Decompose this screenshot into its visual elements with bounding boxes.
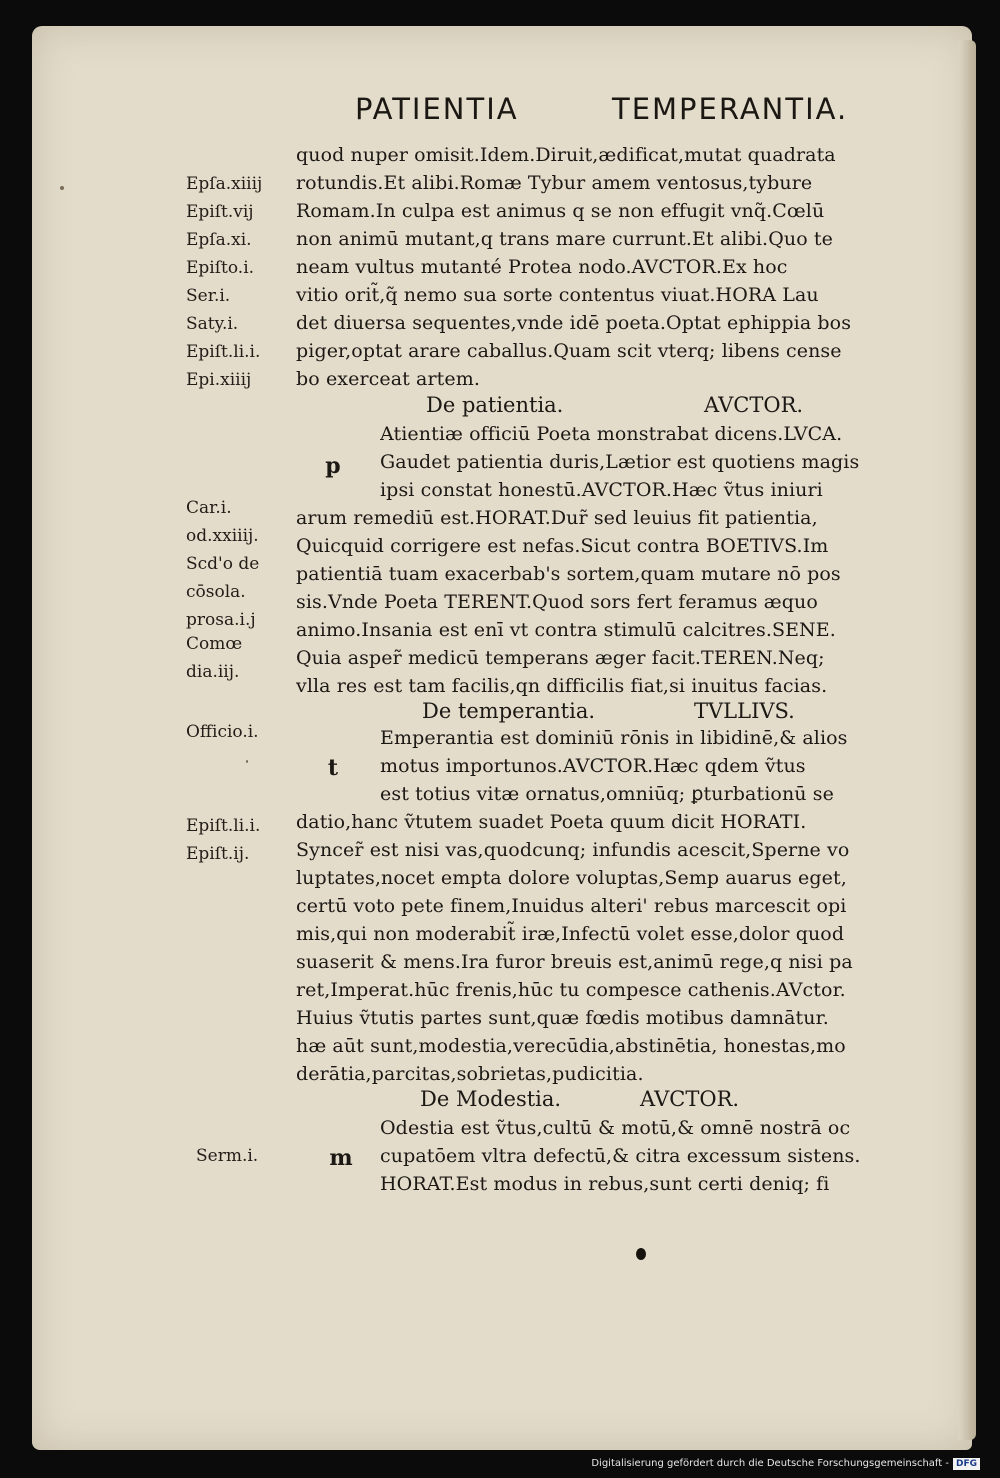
- text-line: motus importunos.AVCTOR.Hæc qdem ṽtus: [380, 755, 806, 777]
- text-line: Atientiæ officiū Poeta monstrabat dicens.LVCA.: [380, 423, 843, 445]
- text-line: Huius ṽtutis partes sunt,quæ fœdis motibus damnātur.: [296, 1007, 829, 1029]
- running-header: [0, 92, 1000, 136]
- text-line: Quia asper̃ medicū temperans æger facit.TEREN.Neq;: [296, 647, 825, 669]
- text-line: Syncer̃ est nisi vas,quodcunq; infundis acescit,Sperne vo: [296, 839, 850, 861]
- text-line: Romam.In culpa est animus q se non effugit vnq̃.Cœlū: [296, 200, 825, 222]
- margin-note: Comœ: [186, 634, 243, 654]
- text-line: mis,qui non moderabit̃ iræ,Infectū volet esse,dolor quod: [296, 923, 845, 945]
- section-label-modestia: AVCTOR.: [640, 1087, 740, 1111]
- margin-note: Epiſt.li.i.: [186, 816, 261, 836]
- margin-note: Epſa.xiiij: [186, 174, 263, 194]
- text-line: Gaudet patientia duris,Lætior est quotiens magis: [380, 451, 860, 473]
- text-line: hæ aūt sunt,modestia,verecūdia,abstinētia, honestas,mo: [296, 1035, 846, 1057]
- margin-note: Epi.xiiij: [186, 370, 252, 390]
- initial-letter-t: t: [327, 755, 339, 781]
- text-line: derātia,parcitas,sobrietas,pudicitia.: [296, 1063, 644, 1085]
- text-line: est totius vitæ ornatus,omniūq; ꝑturbationū se: [380, 783, 834, 805]
- text-line: patientiā tuam exacerbab's sortem,quam mutare nō pos: [296, 563, 841, 585]
- margin-note: Epſa.xi.: [186, 230, 252, 250]
- text-line: bo exerceat artem.: [296, 368, 480, 390]
- paper-speck: [246, 760, 248, 763]
- text-line: Quicquid corrigere est nefas.Sicut contra BOETIVS.Im: [296, 535, 829, 557]
- margin-note: Car.i.: [186, 498, 232, 518]
- text-line: arum remediū est.HORAT.Dur̃ sed leuius fit patientia,: [296, 507, 818, 529]
- text-line: datio,hanc ṽtutem suadet Poeta quum dicit HORATI.: [296, 811, 807, 833]
- text-line: rotundis.Et alibi.Romæ Tybur amem ventosus,tybure: [296, 172, 813, 194]
- margin-note: Epiſto.i.: [186, 258, 255, 278]
- margin-note: Epiſt.li.i.: [186, 342, 261, 362]
- text-line: vitio orit̃,q̃ nemo sua sorte contentus viuat.HORA Lau: [296, 284, 819, 306]
- section-title-modestia: De Modestia.: [420, 1087, 562, 1111]
- text-line: cupatōem vltra defectū,& citra excessum sistens.: [380, 1145, 861, 1167]
- text-line: animo.Insania est enī vt contra stimulū calcitres.SENE.: [296, 619, 836, 641]
- text-line: luptates,nocet empta dolore voluptas,Semp auarus eget,: [296, 867, 847, 889]
- text-line: quod nuper omisit.Idem.Diruit,ædificat,mutat quadrata: [296, 144, 836, 166]
- margin-note: Epiſt.vij: [186, 202, 254, 222]
- margin-note: dia.iij.: [186, 662, 240, 682]
- text-line: ret,Imperat.hūc frenis,hūc tu compesce cathenis.AVctor.: [296, 979, 846, 1001]
- text-line: ipsi constat honestū.AVCTOR.Hæc ṽtus iniuri: [380, 479, 823, 501]
- section-label-temperantia: TVLLIVS.: [694, 699, 795, 723]
- credit-text: Digitalisierung gefördert durch die Deutsche Forschungsgemeinschaft -: [591, 1458, 949, 1469]
- digitization-credit: [540, 1456, 980, 1472]
- ink-dot: [636, 1248, 646, 1260]
- text-line: sis.Vnde Poeta TERENT.Quod sors fert feramus æquo: [296, 591, 818, 613]
- header-right: TEMPERANTIA.: [612, 92, 849, 126]
- margin-note: Serm.i.: [196, 1146, 259, 1166]
- section-label-patientia: AVCTOR.: [704, 393, 804, 417]
- margin-note: Epiſt.ij.: [186, 844, 250, 864]
- text-line: suaserit & mens.Ira furor breuis est,animū rege,q nisi pa: [296, 951, 853, 973]
- margin-note: Scd'o de: [186, 554, 260, 574]
- initial-letter-p: p: [325, 453, 341, 479]
- text-line: piger,optat arare caballus.Quam scit vterq; libens cense: [296, 340, 842, 362]
- text-line: non animū mutant,q trans mare currunt.Et alibi.Quo te: [296, 228, 833, 250]
- book-gutter: [958, 40, 976, 1440]
- margin-note: Saty.i.: [186, 314, 239, 334]
- margin-note: Ser.i.: [186, 286, 231, 306]
- header-left: PATIENTIA: [355, 92, 519, 126]
- section-title-patientia: De patientia.: [426, 393, 564, 417]
- text-line: certū voto pete finem,Inuidus alteri' rebus marcescit opi: [296, 895, 847, 917]
- text-line: HORAT.Est modus in rebus,sunt certi deniq; fi: [380, 1173, 830, 1195]
- text-line: Emperantia est dominiū rōnis in libidinē,& alios: [380, 727, 848, 749]
- text-line: neam vultus mutanté Protea nodo.AVCTOR.Ex hoc: [296, 256, 788, 278]
- section-title-temperantia: De temperantia.: [422, 699, 596, 723]
- margin-note: cōsola.: [186, 582, 246, 602]
- margin-note: prosa.i.j: [186, 610, 256, 630]
- dfg-logo: DFG: [953, 1458, 980, 1470]
- initial-letter-m: m: [329, 1145, 353, 1171]
- margin-note: od.xxiiij.: [186, 526, 259, 546]
- text-line: Odestia est ṽtus,cultū & motū,& omnē nostrā oc: [380, 1117, 851, 1139]
- text-line: det diuersa sequentes,vnde idē poeta.Optat ephippia bos: [296, 312, 852, 334]
- paper-speck: [60, 186, 64, 190]
- margin-note: Officio.i.: [186, 722, 259, 742]
- text-line: vlla res est tam facilis,qn difficilis fiat,si inuitus facias.: [296, 675, 828, 697]
